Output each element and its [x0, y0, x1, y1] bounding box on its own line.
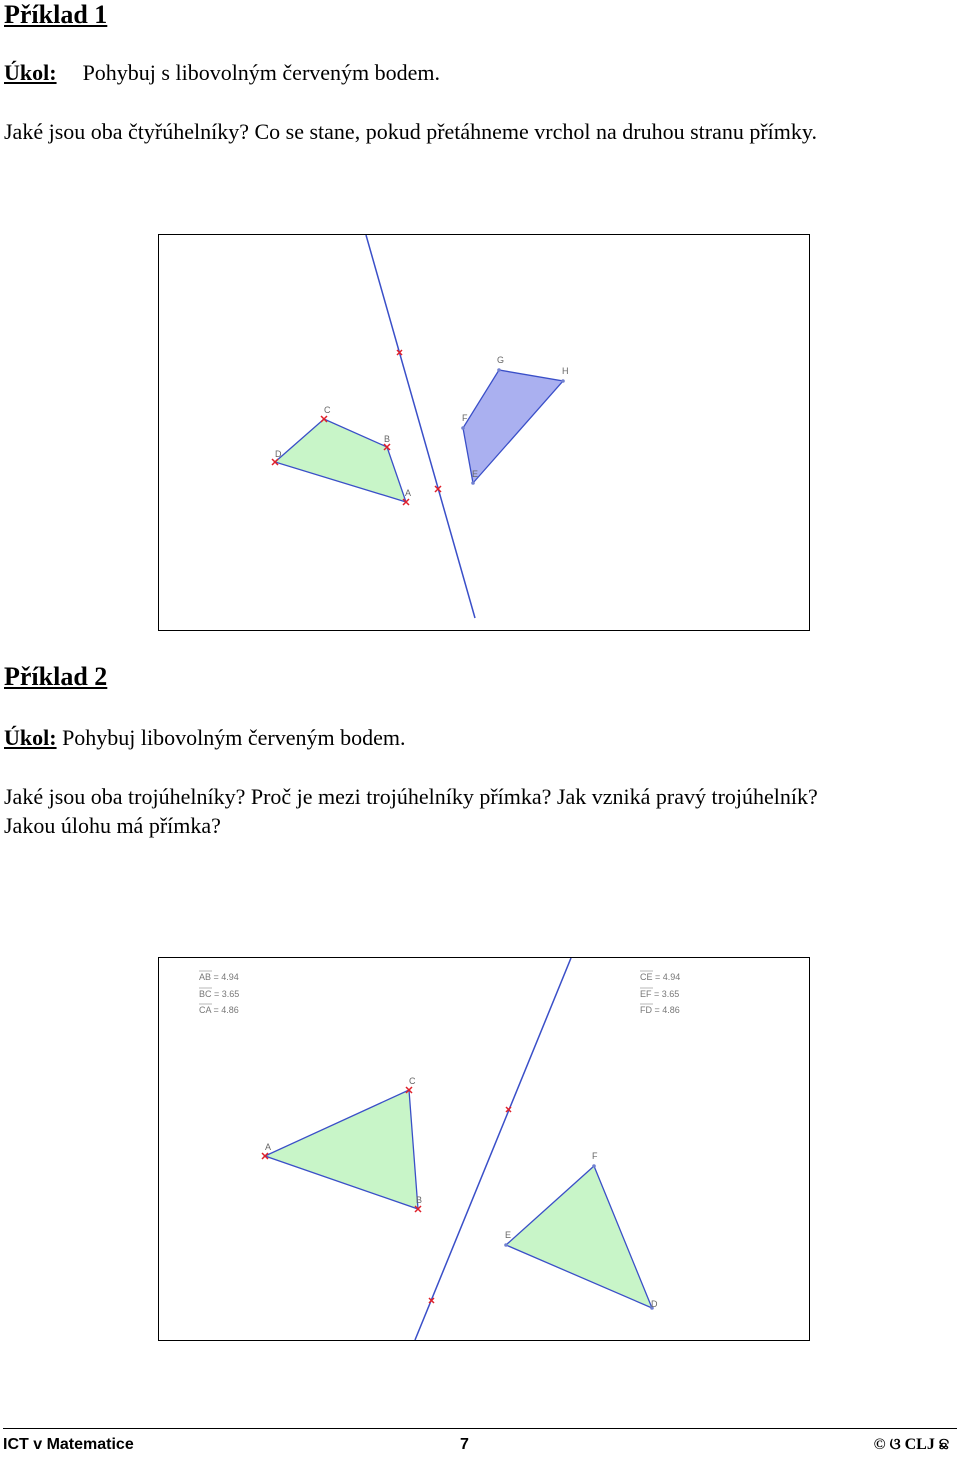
measure-ce: CE = 4.94 [640, 972, 681, 982]
triangle-abc [265, 1090, 418, 1209]
label-f2: F [592, 1151, 598, 1161]
label-a: A [405, 488, 412, 498]
label-c2: C [409, 1076, 416, 1086]
example1-heading: Příklad 1 [4, 0, 108, 29]
label-e2: E [505, 1230, 512, 1240]
quadrilateral-abcd [275, 419, 406, 502]
label-b2: B [416, 1195, 423, 1205]
label-h: H [562, 366, 569, 376]
label-c: C [324, 405, 331, 415]
example2-heading: Příklad 2 [4, 662, 108, 691]
example1-task-text: Pohybuj s libovolným červeným bodem. [82, 60, 441, 85]
mirror-line-2[interactable] [415, 958, 571, 1340]
example1-task-label: Úkol: [4, 60, 57, 85]
label-d: D [275, 449, 282, 459]
triangle-def [506, 1166, 652, 1308]
measure-ca: CA = 4.86 [199, 1005, 239, 1015]
example1-geometry-panel[interactable] [158, 234, 810, 631]
mirror-line[interactable] [366, 235, 475, 618]
measure-ef: EF = 3.65 [640, 989, 680, 999]
label-a2: A [265, 1142, 272, 1152]
example2-geometry-panel[interactable] [158, 957, 810, 1341]
measure-overlines [199, 971, 653, 1004]
example2-task-label: Úkol: [4, 725, 57, 750]
example1-question: Jaké jsou oba čtyřúhelníky? Co se stane, pokud přetáhneme vrchol na druhou stranu přímky. [4, 119, 817, 144]
example1-geometry-svg[interactable] [159, 235, 809, 630]
measure-bc: BC = 3.65 [199, 989, 240, 999]
page-footer [3, 1428, 957, 1457]
label-g: G [497, 355, 505, 365]
measure-ab: AB = 4.94 [199, 972, 239, 982]
example2-task [4, 725, 405, 751]
example2-geometry-svg[interactable] [159, 958, 809, 1340]
example2-task-text: Pohybuj libovolným červeným bodem. [62, 725, 406, 750]
example2-question-line2: Jakou úlohu má přímka? [4, 813, 221, 838]
label-b: B [384, 434, 391, 444]
label-e: E [472, 469, 479, 479]
quadrilateral-efgh [463, 370, 563, 483]
footer-author: © ଓ CLJ ଛ [873, 1436, 949, 1453]
footer-title: ICT v Matematice [3, 1436, 134, 1453]
label-d2: D [651, 1299, 658, 1309]
label-f: F [462, 413, 468, 423]
page-number: 7 [460, 1436, 469, 1453]
example2-question-line1: Jaké jsou oba trojúhelníky? Proč je mezi trojúhelníky přímka? Jak vzniká pravý trojúhelník? [4, 784, 818, 809]
example1-task [4, 60, 440, 86]
measure-fd: FD = 4.86 [640, 1005, 680, 1015]
